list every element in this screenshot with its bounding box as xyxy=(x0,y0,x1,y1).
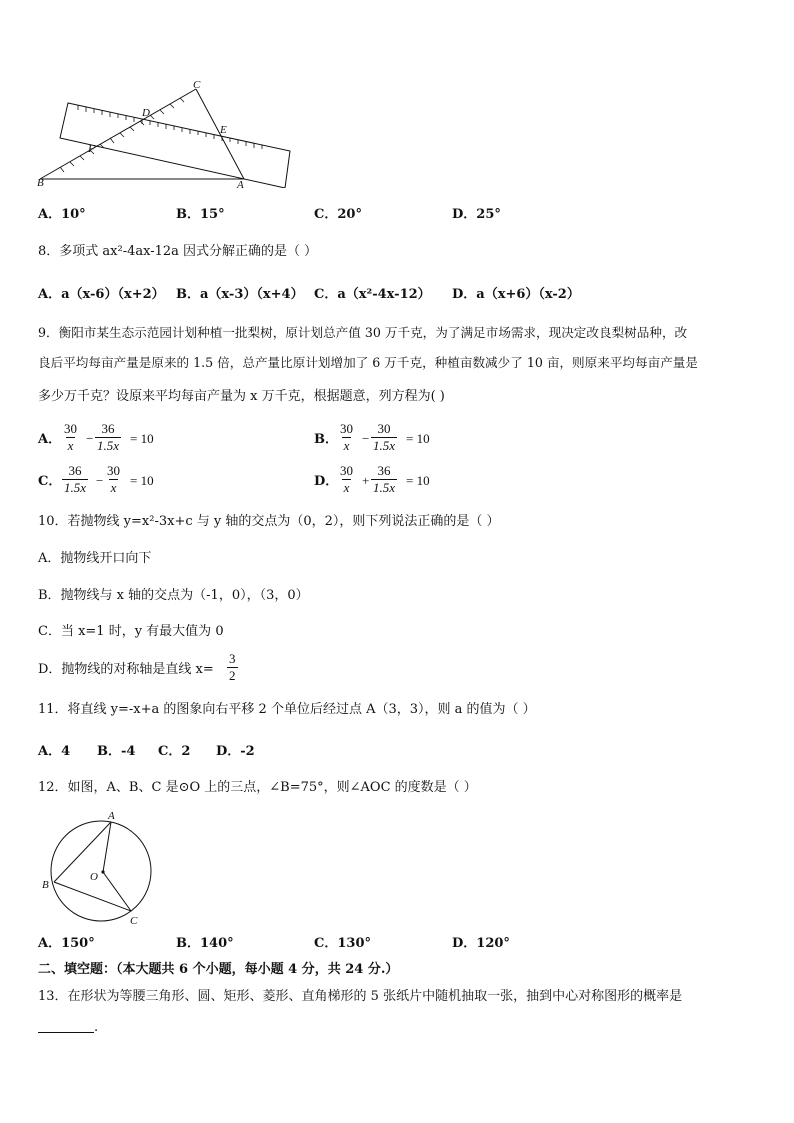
q8-option-b: B．a（x-3）（x+4） xyxy=(176,287,304,302)
q10-stem: 10．若抛物线 y=x²-3x+c 与 y 轴的交点为（0，2），则下列说法正确的是（ ） xyxy=(38,514,500,529)
label-C: C xyxy=(193,79,201,91)
q9-option-c-op: − xyxy=(96,473,104,488)
q11-option-d: D．-2 xyxy=(216,744,255,759)
q12-stem: 12．如图，A、B、C 是⊙O 上的三点，∠B=75°，则∠AOC 的度数是（ ） xyxy=(38,780,477,795)
label-O: O xyxy=(90,871,98,883)
label-B: B xyxy=(42,879,49,891)
q9-option-a-frac1: $\frac{30}{x}$ xyxy=(64,421,77,453)
q9-line2: 良后平均每亩产量是原来的 1.5 倍，总产量比原计划增加了 6 万千克，种植亩数减少了 10 亩，则原来平均每亩产量是 xyxy=(38,355,698,370)
circle-figure xyxy=(38,808,158,928)
q10-option-c: C．当 x=1 时，y 有最大值为 0 xyxy=(38,624,224,639)
q9-option-d-frac1: $\frac{30}{x}$ xyxy=(340,463,353,495)
q11-option-b: B．-4 xyxy=(97,744,136,759)
q9-option-d-letter: D． xyxy=(314,474,339,489)
q9-option-b-letter: B． xyxy=(314,432,338,447)
q11-option-c: C．2 xyxy=(158,744,191,759)
q9-option-d-op: + xyxy=(362,473,370,488)
q8-option-d: D．a（x+6）（x-2） xyxy=(452,287,580,302)
q9-option-d-rhs: = 10 xyxy=(406,473,430,488)
label-C: C xyxy=(130,915,138,927)
q11-option-a: A．4 xyxy=(38,744,71,759)
q10-option-a: A．抛物线开口向下 xyxy=(38,551,152,566)
q12-option-d: D．120° xyxy=(452,936,510,951)
q7-option-a: A．10° xyxy=(38,207,86,222)
answer-blank[interactable] xyxy=(38,1020,94,1033)
q9-option-c-letter: C． xyxy=(38,474,62,489)
q9-option-c-frac1: $\frac{36}{1.5x}$ xyxy=(64,463,87,495)
q10-option-b: B．抛物线与 x 轴的交点为（-1，0），（3，0） xyxy=(38,588,309,603)
q7-option-c: C．20° xyxy=(314,207,362,222)
q12-option-b: B．140° xyxy=(176,936,234,951)
section-heading: 二、填空题：（本大题共 6 个小题，每小题 4 分，共 24 分.） xyxy=(38,962,399,977)
q9-option-d-frac2: $\frac{36}{1.5x}$ xyxy=(373,463,396,495)
q10-option-d: D．抛物线的对称轴是直线 x= xyxy=(38,662,214,677)
q9-option-b-rhs: = 10 xyxy=(406,431,430,446)
q9-line3: 多少万千克？设原来平均每亩产量为 x 万千克，根据题意，列方程为( ) xyxy=(38,389,445,404)
q7-option-d: D．25° xyxy=(452,207,501,222)
ruler-triangle-figure xyxy=(30,78,330,188)
label-D: D xyxy=(142,107,150,119)
q9-option-b-frac2: $\frac{30}{1.5x}$ xyxy=(373,421,396,453)
q7-option-b: B．15° xyxy=(176,207,225,222)
q9-option-a-rhs: = 10 xyxy=(130,431,154,446)
q13-end: . xyxy=(94,1020,99,1035)
q9-option-c-frac2: $\frac{30}{x}$ xyxy=(107,463,120,495)
q10-option-d-frac: $\frac{3}{2}$ xyxy=(229,651,236,683)
q13-stem: 13．在形状为等腰三角形、圆、矩形、菱形、直角梯形的 5 张纸片中随机抽取一张，抽到中心对称图形的概率是 xyxy=(38,989,683,1004)
q8-stem: 8．多项式 ax²-4ax-12a 因式分解正确的是（ ） xyxy=(38,244,318,259)
label-A: A xyxy=(237,179,244,188)
label-B: B xyxy=(37,177,44,188)
q11-stem: 11．将直线 y=-x+a 的图象向右平移 2 个单位后经过点 A（3，3），则 a 的值为（ ） xyxy=(38,702,536,717)
q9-option-b-op: − xyxy=(362,431,370,446)
q9-line1: 9．衡阳市某生态示范园计划种植一批梨树，原计划总产值 30 万千克，为了满足市场需求，现决定改良梨树品种，改 xyxy=(38,325,688,340)
q8-option-a: A．a（x-6）（x+2） xyxy=(38,287,165,302)
label-F: F xyxy=(88,143,95,155)
q9-option-a-letter: A． xyxy=(38,432,62,447)
q12-option-a: A．150° xyxy=(38,936,95,951)
q12-option-c: C．130° xyxy=(314,936,371,951)
q9-option-c-rhs: = 10 xyxy=(130,473,154,488)
q9-option-a-frac2: $\frac{36}{1.5x}$ xyxy=(97,421,120,453)
label-E: E xyxy=(220,124,227,136)
q9-option-a-op: − xyxy=(86,431,94,446)
q9-option-b-frac1: $\frac{30}{x}$ xyxy=(340,421,353,453)
label-A: A xyxy=(108,810,115,822)
q8-option-c: C．a（x²-4x-12） xyxy=(314,287,431,302)
